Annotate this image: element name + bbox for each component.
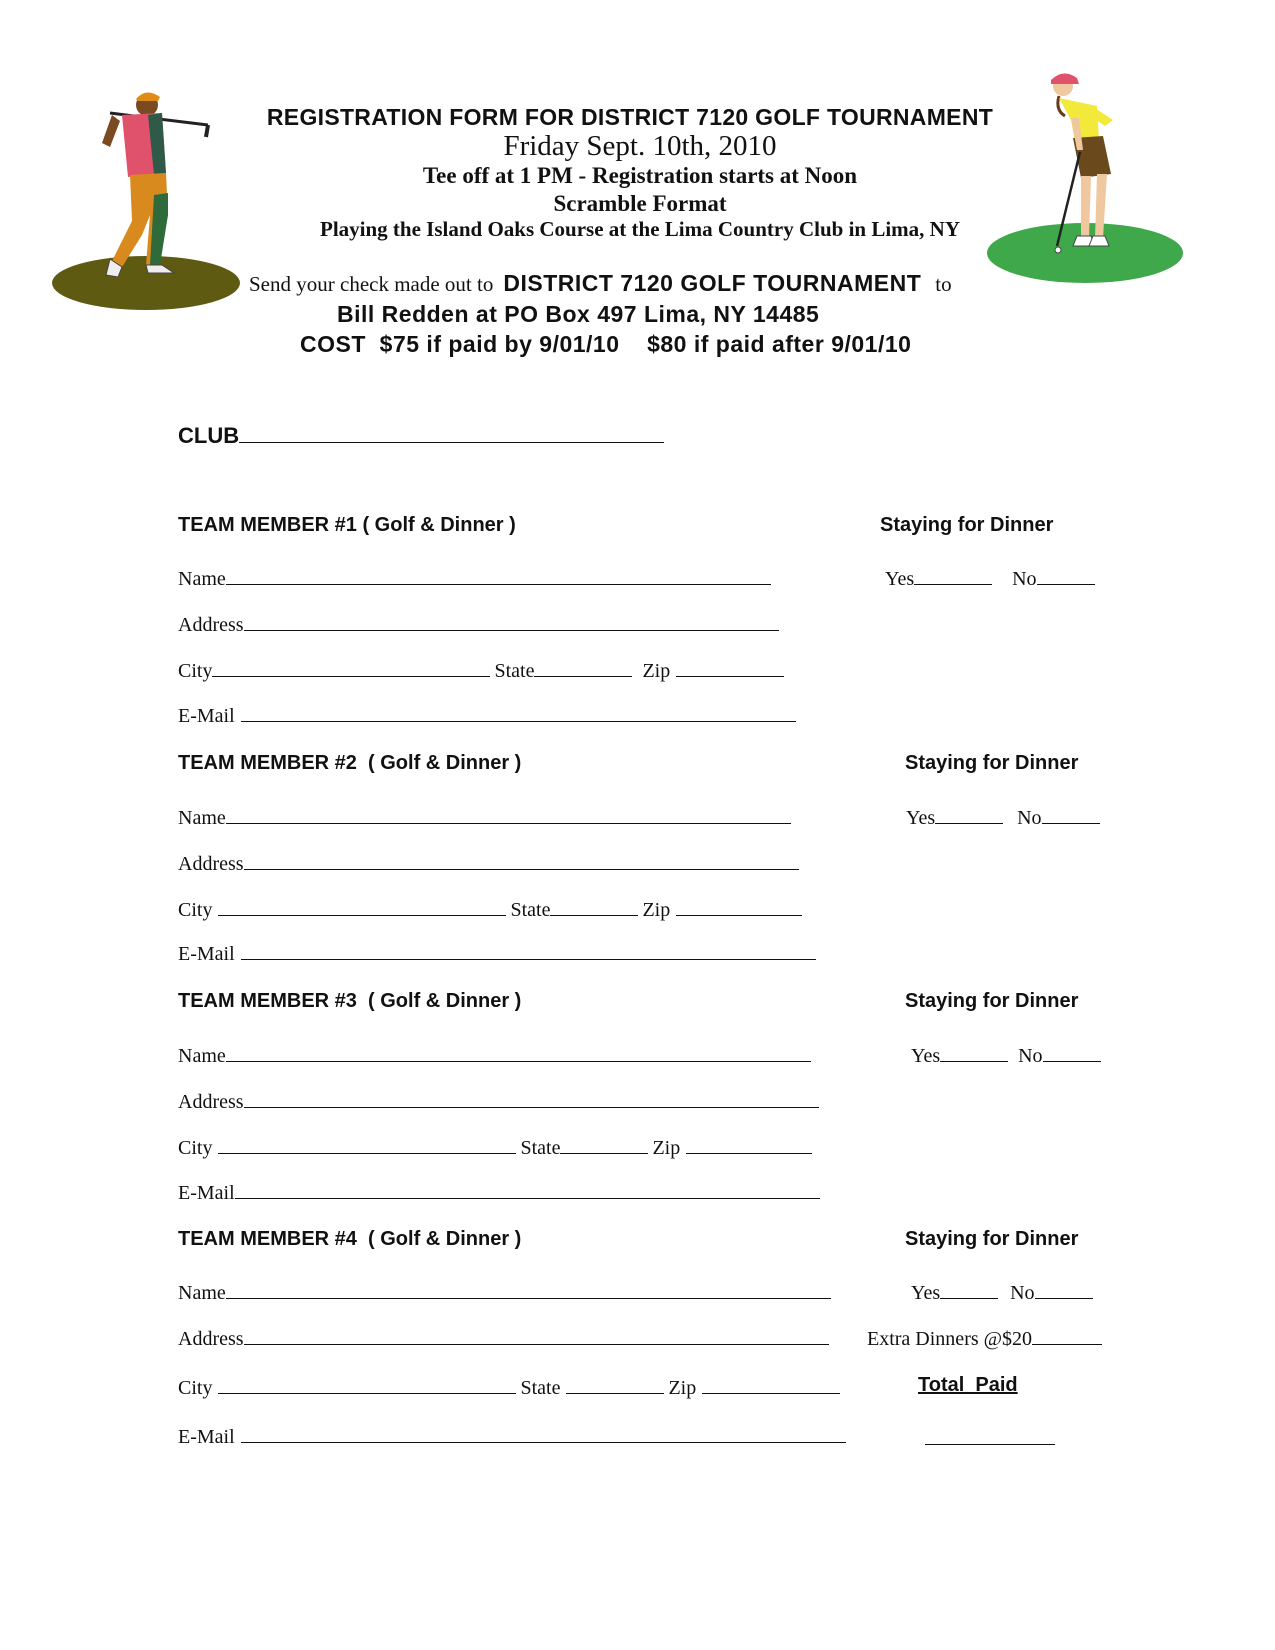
member-2-name-field[interactable] [178,805,791,830]
state-blank[interactable] [534,658,632,677]
member-3-address-field[interactable] [178,1089,819,1114]
address-blank[interactable] [244,1326,829,1345]
email-label: E-Mail [178,1182,235,1204]
total-paid-blank[interactable] [925,1426,1055,1445]
state-label: State [494,660,535,682]
check-suffix: to [935,272,952,296]
club-blank[interactable] [239,424,664,443]
email-blank[interactable] [241,941,816,960]
no-blank[interactable] [1042,805,1100,824]
name-blank[interactable] [226,1043,811,1062]
check-prefix: Send your check made out to [249,272,494,296]
member-3-dinner-choice[interactable] [911,1043,1101,1068]
member-1-dinner-choice[interactable] [885,566,1095,591]
member-1-name-field[interactable] [178,566,771,591]
member-3-heading: TEAM MEMBER #3 ( Golf & Dinner ) [178,990,522,1012]
member-4-dinner-choice[interactable] [911,1280,1093,1305]
state-blank[interactable] [566,1375,664,1394]
total-paid-field[interactable] [925,1426,1055,1450]
address-label: Address [178,614,244,636]
no-label: No [1012,568,1037,590]
city-label: City [178,899,213,921]
member-3-dinner-heading: Staying for Dinner [905,990,1079,1012]
email-blank[interactable] [241,1424,846,1443]
state-label: State [510,899,551,921]
yes-blank[interactable] [914,566,992,585]
name-label: Name [178,1282,226,1304]
yes-label: Yes [911,1045,941,1067]
club-field[interactable] [178,423,664,449]
no-blank[interactable] [1043,1043,1101,1062]
member-2-address-field[interactable] [178,851,799,876]
male-golfer-illustration [50,85,250,310]
zip-blank[interactable] [686,1135,812,1154]
city-blank[interactable] [212,658,490,677]
member-4-address-field[interactable] [178,1326,829,1351]
zip-label: Zip [642,660,671,682]
yes-blank[interactable] [935,805,1003,824]
extra-dinners-label: Extra Dinners @$20 [867,1328,1033,1350]
email-blank[interactable] [235,1180,820,1199]
member-2-city-row[interactable] [178,897,802,922]
member-4-heading: TEAM MEMBER #4 ( Golf & Dinner ) [178,1228,522,1250]
check-payee: DISTRICT 7120 GOLF TOURNAMENT [503,270,922,296]
address-blank[interactable] [244,612,779,631]
name-blank[interactable] [226,805,791,824]
email-label: E-Mail [178,943,235,965]
female-golfer-illustration [985,70,1195,285]
city-blank[interactable] [218,1375,516,1394]
state-blank[interactable] [560,1135,648,1154]
member-1-heading: TEAM MEMBER #1 ( Golf & Dinner ) [178,514,516,536]
yes-blank[interactable] [940,1043,1008,1062]
member-1-city-row[interactable] [178,658,784,683]
member-4-dinner-heading: Staying for Dinner [905,1228,1079,1250]
state-label: State [520,1137,561,1159]
club-label: CLUB [178,423,240,448]
name-label: Name [178,807,226,829]
city-label: City [178,1377,213,1399]
member-4-email-field[interactable] [178,1424,846,1449]
member-1-address-field[interactable] [178,612,779,637]
member-4-name-field[interactable] [178,1280,831,1305]
check-instructions [249,270,952,297]
city-blank[interactable] [218,897,506,916]
member-1-dinner-heading: Staying for Dinner [880,514,1054,536]
member-2-email-field[interactable] [178,941,816,966]
member-4-city-row[interactable] [178,1375,840,1400]
grass-patch-left [52,256,240,310]
venue-info: Playing the Island Oaks Course at the Lima Country Club in Lima, NY [320,217,960,241]
event-date: Friday Sept. 10th, 2010 [503,130,777,162]
state-label: State [520,1377,561,1399]
member-3-email-field[interactable] [178,1180,820,1205]
member-1-email-field[interactable] [178,703,796,728]
address-blank[interactable] [244,1089,819,1108]
email-label: E-Mail [178,1426,235,1448]
name-blank[interactable] [226,566,771,585]
zip-label: Zip [668,1377,697,1399]
no-label: No [1018,1045,1043,1067]
extra-dinners-field[interactable] [867,1326,1102,1351]
yes-label: Yes [906,807,936,829]
member-2-heading: TEAM MEMBER #2 ( Golf & Dinner ) [178,752,522,774]
address-label: Address [178,853,244,875]
city-blank[interactable] [218,1135,516,1154]
yes-label: Yes [885,568,915,590]
name-label: Name [178,568,226,590]
member-3-city-row[interactable] [178,1135,812,1160]
format-info: Scramble Format [553,191,727,216]
no-label: No [1010,1282,1035,1304]
city-label: City [178,660,213,682]
yes-label: Yes [911,1282,941,1304]
city-label: City [178,1137,213,1159]
no-label: No [1017,807,1042,829]
zip-label: Zip [652,1137,681,1159]
member-2-dinner-heading: Staying for Dinner [905,752,1079,774]
name-blank[interactable] [226,1280,831,1299]
form-title: REGISTRATION FORM FOR DISTRICT 7120 GOLF TOURNAMENT [266,104,994,130]
zip-blank[interactable] [702,1375,840,1394]
member-2-dinner-choice[interactable] [906,805,1100,830]
no-blank[interactable] [1035,1280,1093,1299]
address-label: Address [178,1091,244,1113]
cost-info: COST $75 if paid by 9/01/10 $80 if paid after 9/01/10 [300,331,912,357]
email-label: E-Mail [178,705,235,727]
address-blank[interactable] [244,851,799,870]
zip-label: Zip [642,899,671,921]
extra-dinners-blank[interactable] [1032,1326,1102,1345]
name-label: Name [178,1045,226,1067]
mailing-address: Bill Redden at PO Box 497 Lima, NY 14485 [337,301,820,327]
address-label: Address [178,1328,244,1350]
zip-blank[interactable] [676,897,802,916]
yes-blank[interactable] [940,1280,998,1299]
tee-off-info: Tee off at 1 PM - Registration starts at Noon [422,163,858,188]
zip-blank[interactable] [676,658,784,677]
total-paid-label: Total Paid [918,1374,1018,1396]
no-blank[interactable] [1037,566,1095,585]
email-blank[interactable] [241,703,796,722]
member-3-name-field[interactable] [178,1043,811,1068]
state-blank[interactable] [550,897,638,916]
